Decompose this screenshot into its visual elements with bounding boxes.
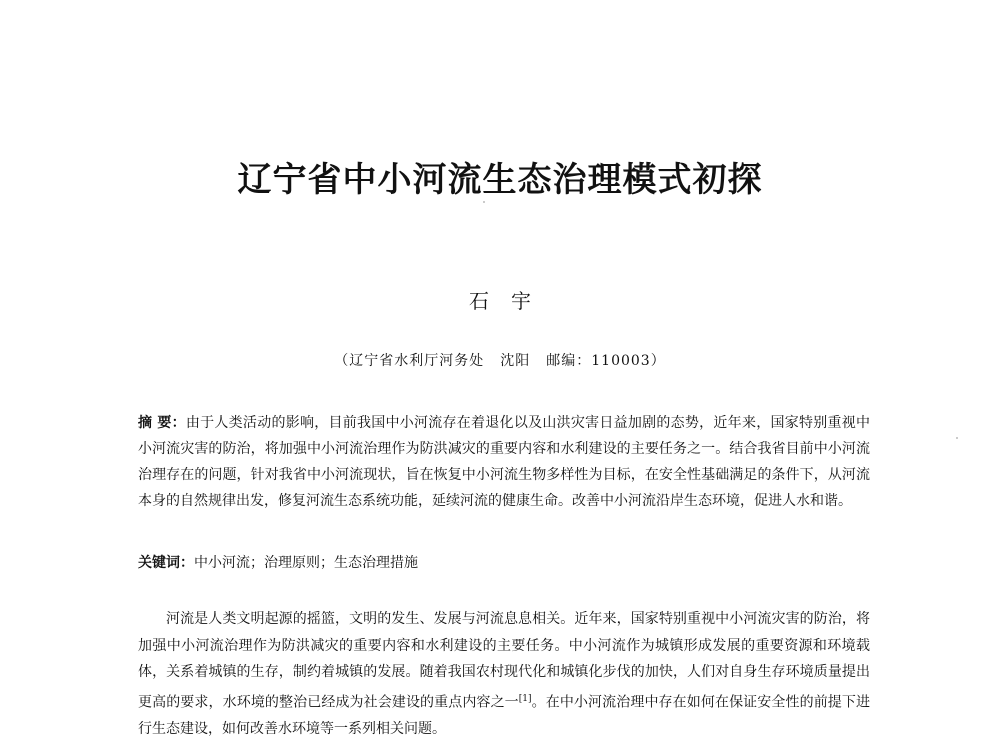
paper-title: 辽宁省中小河流生态治理模式初探 bbox=[237, 160, 763, 200]
abstract-text: 由于人类活动的影响，目前我国中小河流存在着退化以及山洪灾害日益加剧的态势，近年来，国家特别重视中小河流灾害的防治，将加强中小河流治理作为防洪减灾的重要内容和水利建设的主要任务之一。结合我省目前中小河流治理存在的问题，针对我省中小河流现状，旨在恢复中小河流生物多样性为目标，在安全性基础满足的条件下，从河流本身的自然规律出发，修复河流生态系统功能，延续河流的健康生命。改善中小河流沿岸生态环境，促进人水和谐。 bbox=[138, 415, 870, 509]
keywords-label: 关键词： bbox=[138, 555, 194, 571]
scan-speck bbox=[956, 437, 958, 439]
body-paragraph bbox=[138, 606, 870, 742]
affiliation-close-paren: ） bbox=[650, 353, 666, 369]
keywords-text: 中小河流；治理原则；生态治理措施 bbox=[194, 555, 418, 571]
body-text-part-2: 。在中小河流治理中存在如何在保证安全性的前提下进行生态建设，如何改善水环境等一系列相关问题。 bbox=[138, 694, 871, 737]
keywords bbox=[138, 552, 870, 574]
affiliation-open-paren: （ bbox=[334, 353, 350, 369]
scan-speck bbox=[483, 201, 485, 203]
affiliation-city: 沈阳 bbox=[500, 353, 531, 369]
affiliation-org: 辽宁省水利厅河务处 bbox=[349, 353, 485, 369]
body-text-part-1: 河流是人类文明起源的摇篮，文明的发生、发展与河流息息相关。近年来，国家特别重视中小河流灾害的防治，将加强中小河流治理作为防洪减灾的重要内容和水利建设的主要任务。中小河流作为城镇形成发展的重要资源和环境载体，关系着城镇的生存，制约着城镇的发展。随着我国农村现代化和城镇化步伐的加快，人们对自身生存环境质量提出更高的要求，水环境的整治已经成为社会建设的重点内容之一 bbox=[138, 611, 870, 711]
abstract-label: 摘 要： bbox=[138, 415, 186, 431]
abstract bbox=[138, 410, 870, 514]
postcode-label: 邮编： bbox=[546, 353, 592, 369]
author-affiliation bbox=[0, 350, 1000, 370]
author-name: 石宇 bbox=[469, 289, 553, 313]
citation-ref: [1] bbox=[518, 693, 532, 704]
postcode-value: 110003 bbox=[591, 353, 651, 369]
